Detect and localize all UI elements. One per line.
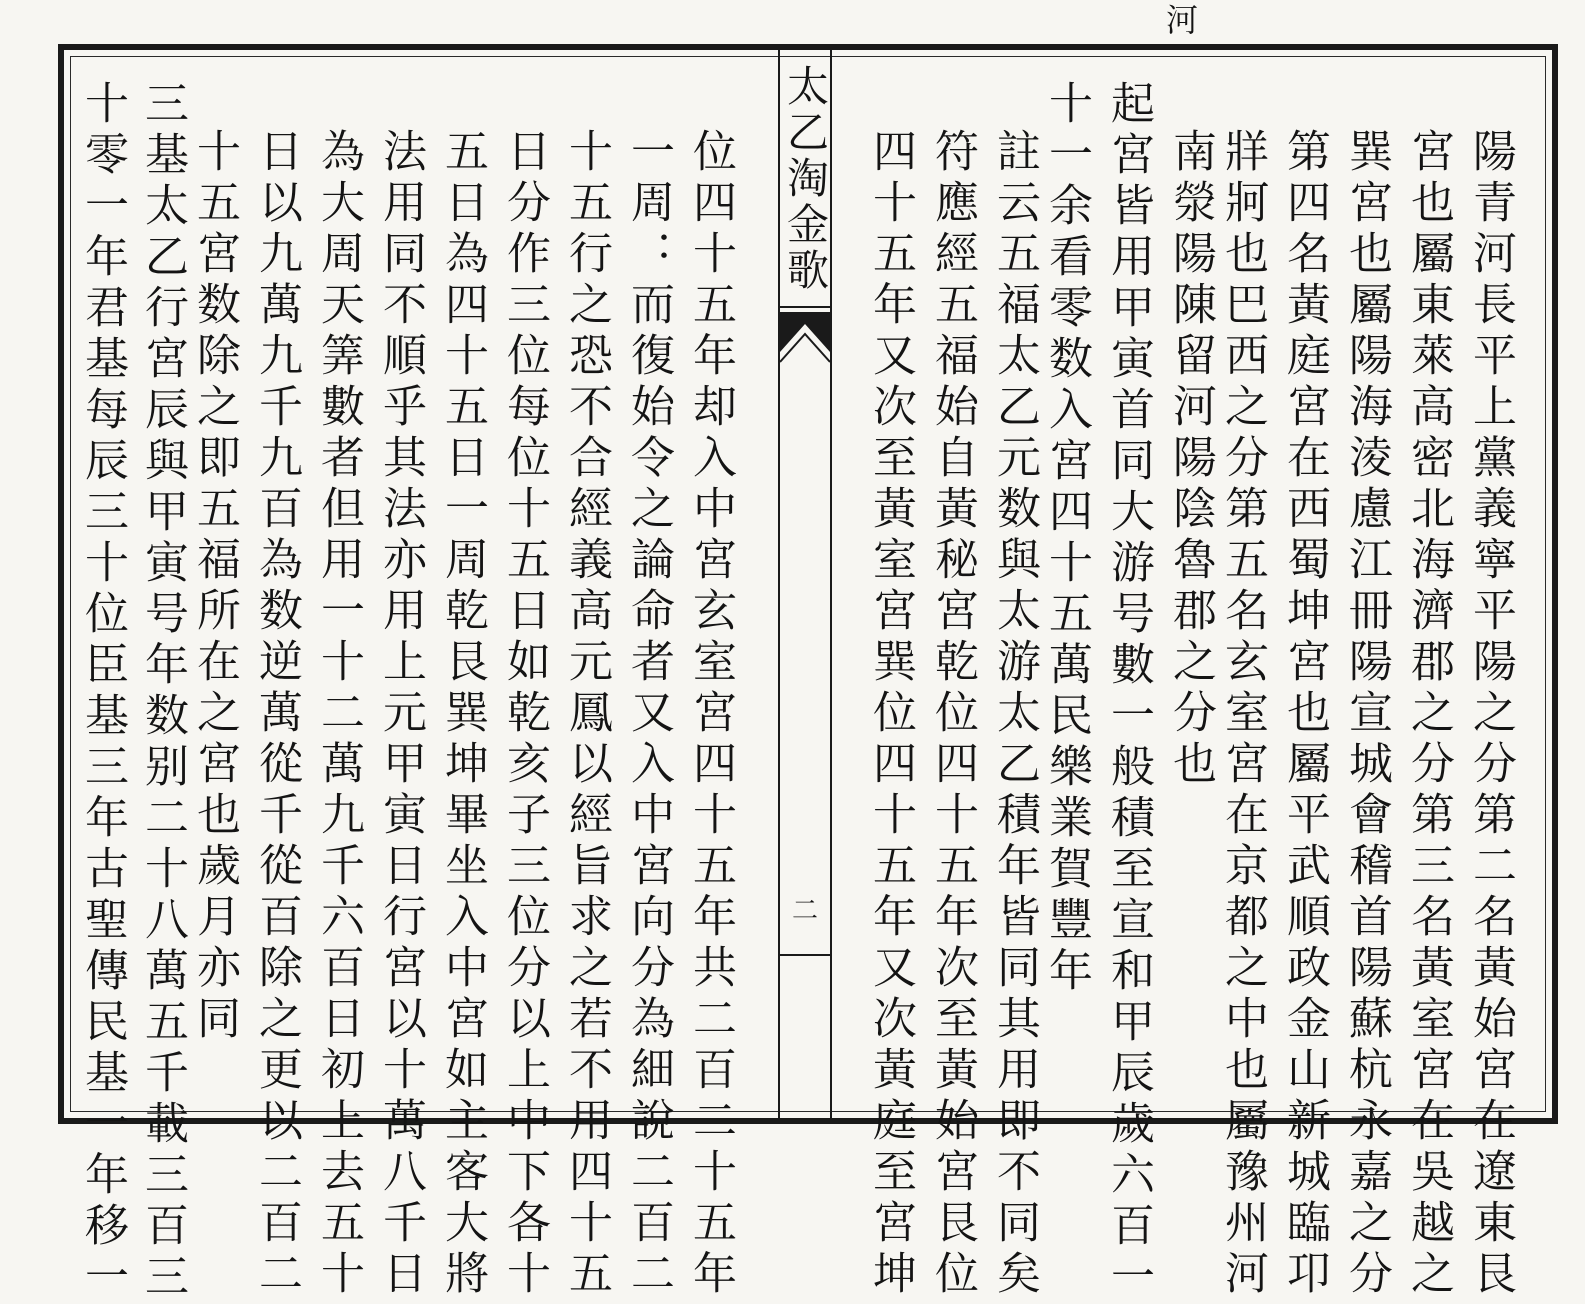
right-text-column: 四十五年又次至黃室宮巽位四十五年又次黃庭至宮坤 xyxy=(865,128,916,1301)
left-text-column: 十五行之恐不合經義高元鳳以經旨求之若不用四十五 xyxy=(561,128,612,1301)
left-text-column: 五日為四十五日一周乾艮巽坤畢坐入中宮如主客大將 xyxy=(437,128,488,1301)
right-text-column: 起宮皆用甲寅首同大游号數一般積至宣和甲辰歲六百一 xyxy=(1103,80,1154,1304)
book-spine xyxy=(778,50,832,1118)
left-text-column: 十五宮数除之即五福所在之宮也歲月亦同 xyxy=(189,128,240,1046)
left-text-column: 為大周天筭數者但用一十二萬九千六百日初上去五十 xyxy=(313,128,364,1301)
left-text-column: 三基太乙行宮辰與甲寅号年数别二十八萬五千載三百三 xyxy=(137,80,188,1304)
running-header-char: 河 xyxy=(1166,1,1199,39)
right-text-column: 牂牁也巴西之分第五名玄室宮在京都之中也屬豫州河 xyxy=(1217,128,1268,1301)
left-text-column: 日分作三位每位十五日如乾亥子三位分以上中下各十 xyxy=(499,128,550,1301)
fishtail-ornament-icon xyxy=(780,312,830,372)
spine-divider xyxy=(780,306,830,308)
right-text-column: 註云五福太乙元数與太游太乙積年皆同其用即不同矣 xyxy=(989,128,1040,1301)
right-text-column: 第四名黃庭宮在西蜀坤宮也屬平武順政金山新城臨卭 xyxy=(1279,128,1330,1301)
left-text-column: 十零一年君基每辰三十位臣基三年古聖傳民基一年移一 xyxy=(77,80,128,1304)
left-text-column: 一周：而復始令之論命者又入中宮向分為細說二百二 xyxy=(623,128,674,1301)
left-text-column: 日以九萬九千九百為数逆萬從千從百除之更以二百二 xyxy=(251,128,302,1301)
right-text-column: 宮也屬東萊高密北海濟郡之分第三名黃室宮在吳越之 xyxy=(1403,128,1454,1301)
right-text-column: 十一余看零数入宮四十五萬民樂業賀豐年 xyxy=(1041,80,1092,998)
page-number: 二 xyxy=(792,896,819,926)
left-text-column: 位四十五年却入中宮玄室宮四十五年共二百二十五年 xyxy=(685,128,736,1301)
left-text-column: 法用同不順乎其法亦用上元甲寅日行宮以十萬八千日 xyxy=(375,128,426,1301)
right-text-column: 南滎陽陳留河陽陰魯郡之分也 xyxy=(1165,128,1216,791)
book-title: 太乙淘金歌 xyxy=(781,64,830,294)
right-text-column: 符應經五福始自黃秘宮乾位四十五年次至黃始宮艮位 xyxy=(927,128,978,1301)
spine-divider xyxy=(780,954,830,956)
right-text-column: 陽青河長平上黨義寧平陽之分第二名黃始宮在遼東艮 xyxy=(1465,128,1516,1301)
right-text-column: 巽宮也屬陽海淩慮江冊陽宣城會稽首陽蘇杭永嘉之分 xyxy=(1341,128,1392,1301)
